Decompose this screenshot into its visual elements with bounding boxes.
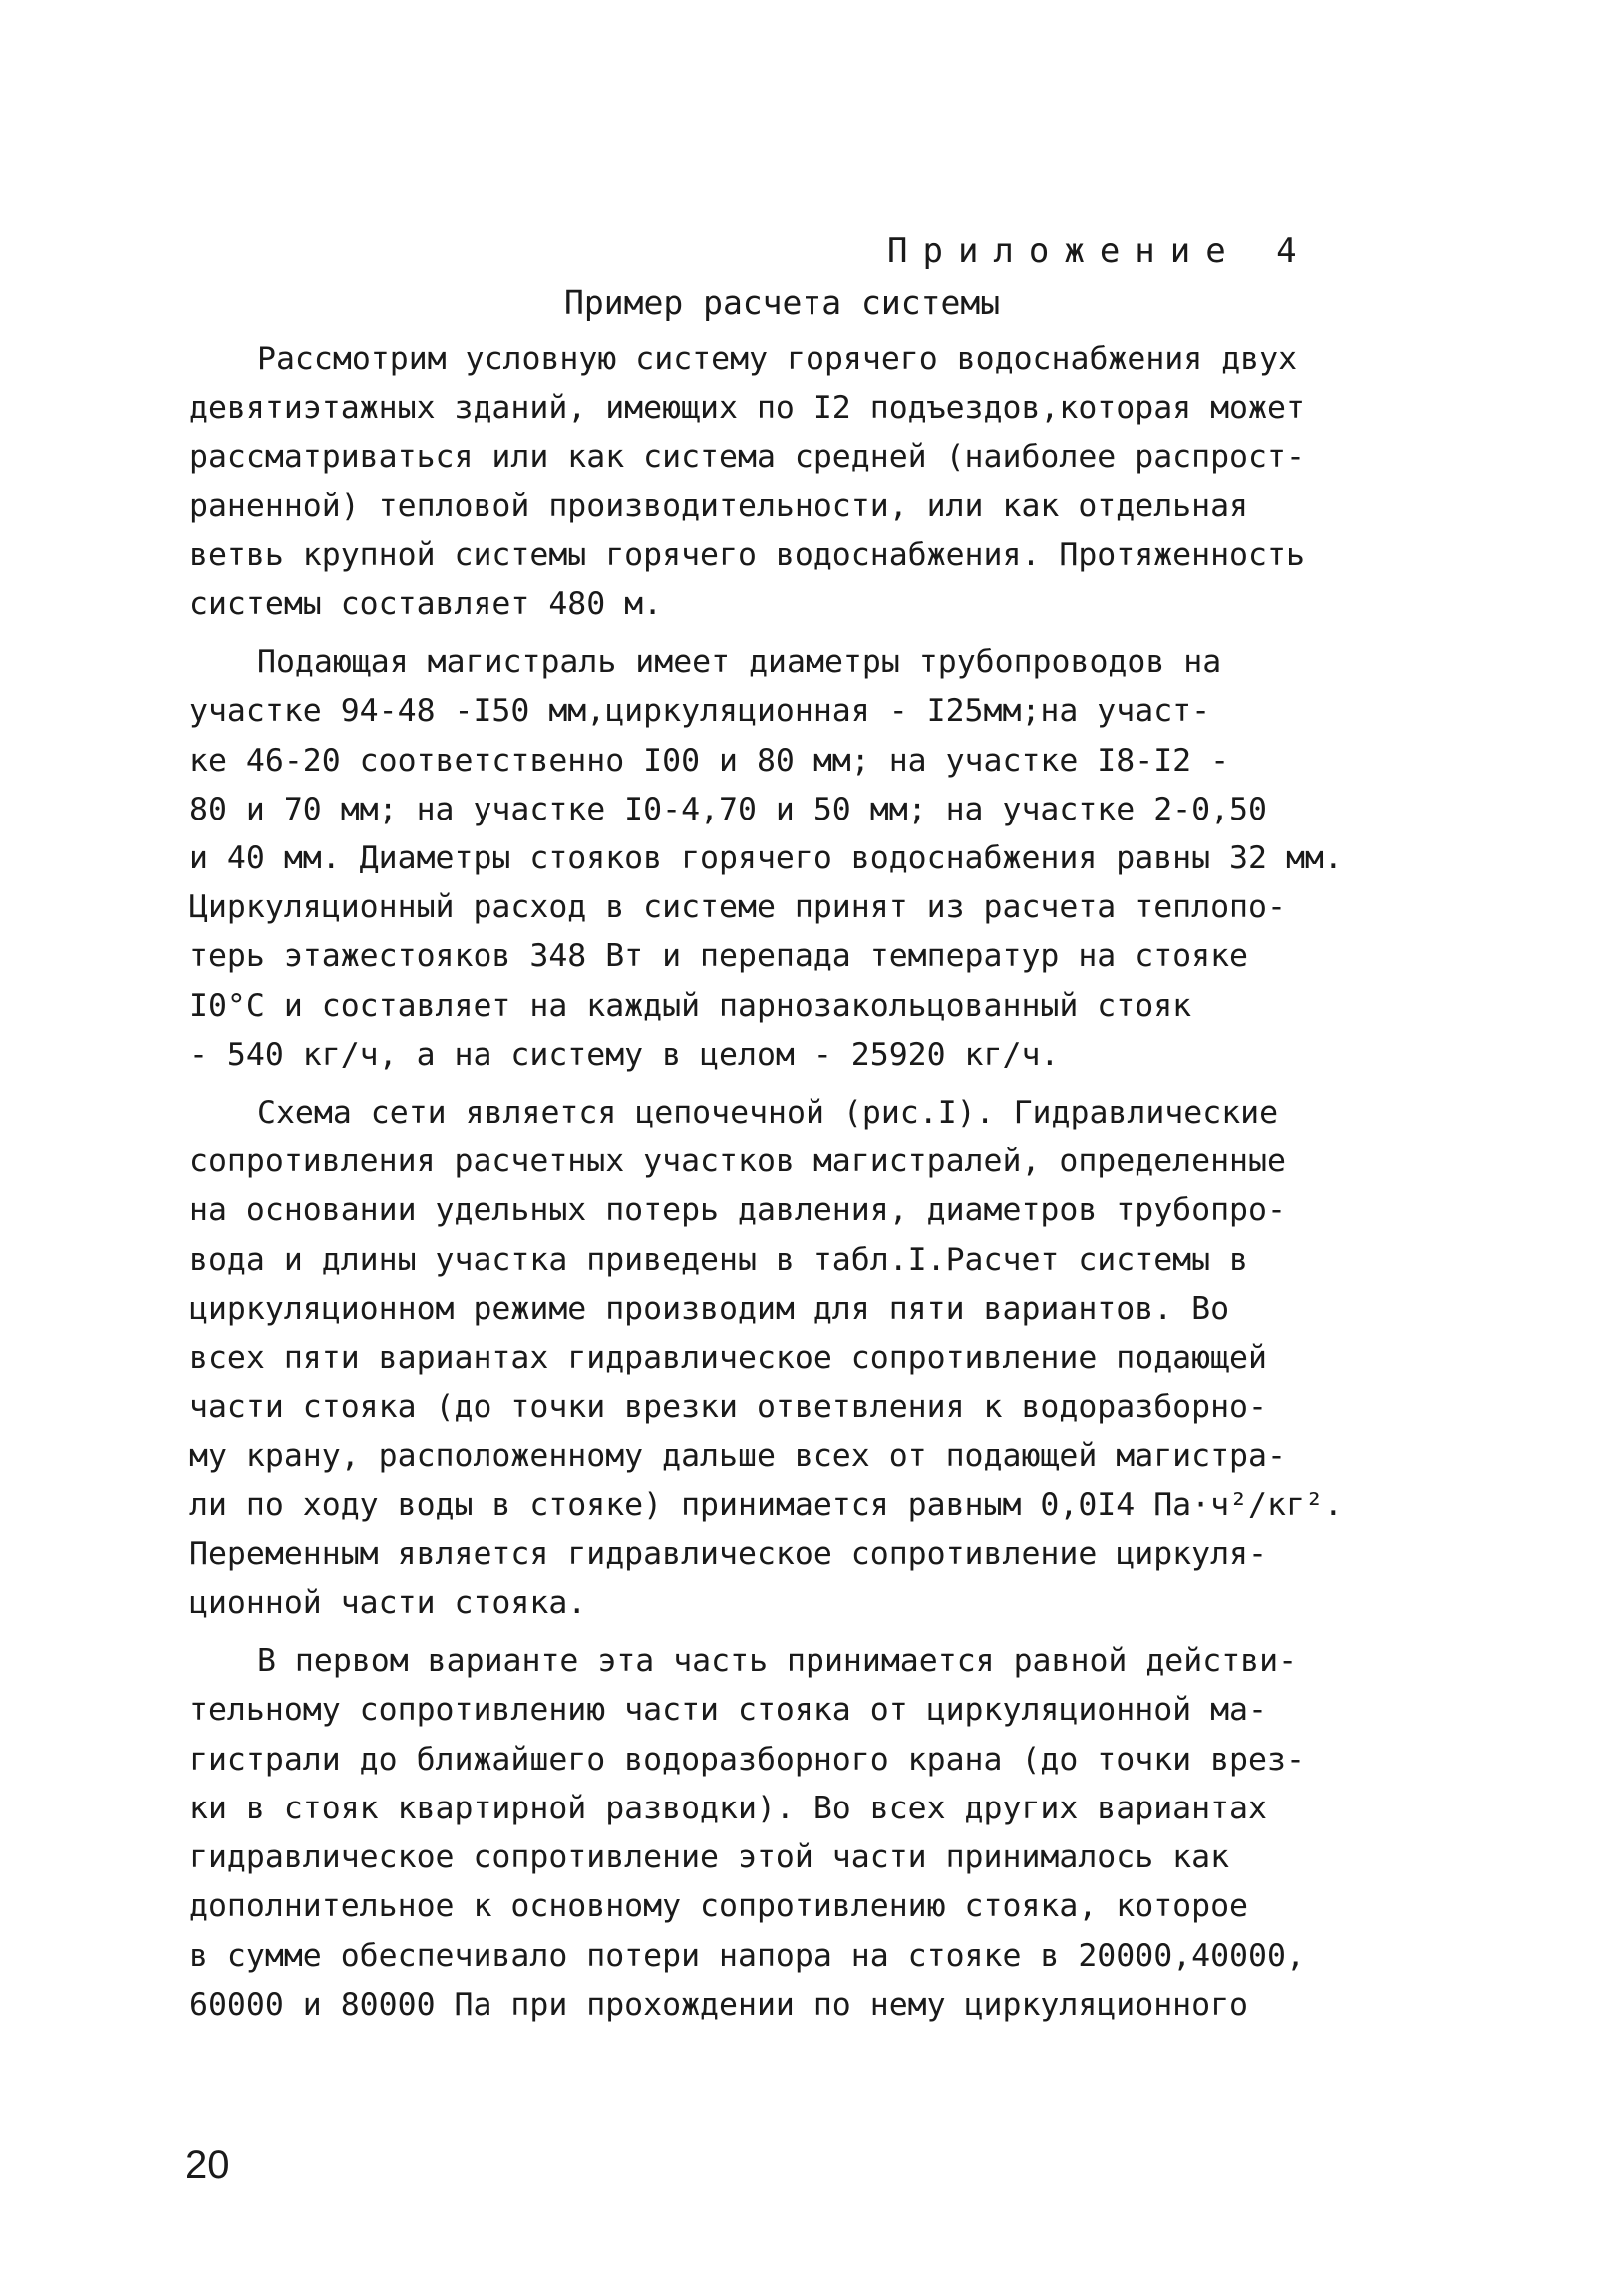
text-line: 80 и 70 мм; на участке I0-4,70 и 50 мм; на участке 2-0,50 xyxy=(189,791,1267,827)
text-line: и 40 мм. Диаметры стояков горячего водоснабжения равны 32 мм. xyxy=(189,840,1343,877)
text-line: I0°C и составляет на каждый парнозакольцованный стояк xyxy=(189,987,1192,1024)
text-line: Рассмотрим условную систему горячего водоснабжения двух xyxy=(257,341,1298,377)
text-line: му крану, расположенному дальше всех от подающей магистра- xyxy=(189,1438,1286,1475)
text-line: раненной) тепловой производительности, или как отдельная xyxy=(189,488,1249,524)
text-line: В первом варианте эта часть принимается равной действи- xyxy=(257,1643,1298,1680)
text-line: на основании удельных потерь давления, диаметров трубопро- xyxy=(189,1192,1286,1229)
text-line: Циркуляционный расход в системе принят из расчета теплопо- xyxy=(189,889,1286,926)
paragraph xyxy=(189,1089,1451,1628)
paragraph xyxy=(189,335,1451,629)
text-line: циркуляционном режиме производим для пяти вариантов. Во xyxy=(189,1290,1230,1327)
text-line: вода и длины участка приведены в табл.I.Расчет системы в xyxy=(189,1241,1249,1278)
text-line: Переменным является гидравлическое сопротивление циркуля- xyxy=(189,1535,1267,1572)
paragraph xyxy=(189,1637,1451,2030)
text-line: ли по ходу воды в стояке) принимается равным 0,0I4 Па·ч²/кг². xyxy=(189,1486,1343,1523)
appendix-label: Приложение 4 xyxy=(887,231,1312,271)
text-line: 60000 и 80000 Па при прохождении по нему циркуляционного xyxy=(189,1986,1249,2023)
text-line: девятиэтажных зданий, имеющих по I2 подъездов,которая может xyxy=(189,390,1305,427)
text-line: гидравлическое сопротивление этой части принималось как xyxy=(189,1839,1230,1876)
page-number: 20 xyxy=(185,2143,230,2187)
text-line: тельному сопротивлению части стояка от циркуляционной ма- xyxy=(189,1692,1267,1729)
text-line: рассматриваться или как система средней (наиболее распрост- xyxy=(189,439,1305,476)
text-line: части стояка (до точки врезки ответвления к водоразборно- xyxy=(189,1389,1267,1426)
text-line: - 540 кг/ч, а на систему в целом - 25920 кг/ч. xyxy=(189,1036,1060,1073)
text-line: Подающая магистраль имеет диаметры трубопроводов на xyxy=(257,644,1222,681)
text-line: гистрали до ближайшего водоразборного крана (до точки врез- xyxy=(189,1741,1305,1778)
text-line: терь этажестояков 348 Вт и перепада температур на стояке xyxy=(189,938,1249,975)
text-line: системы составляет 480 м. xyxy=(189,586,663,623)
text-line: дополнительное к основному сопротивлению стояка, которое xyxy=(189,1888,1249,1925)
document-body xyxy=(189,335,1451,2030)
text-line: ционной части стояка. xyxy=(189,1585,587,1622)
text-line: в сумме обеспечивало потери напора на стояке в 20000,40000, xyxy=(189,1937,1305,1974)
text-line: ки в стояк квартирной разводки). Во всех других вариантах xyxy=(189,1790,1267,1826)
text-line: Схема сети является цепочечной (рис.I). Гидравлические xyxy=(257,1095,1279,1132)
text-line: ке 46-20 соответственно I00 и 80 мм; на участке I8-I2 - xyxy=(189,742,1230,779)
text-line: всех пяти вариантах гидравлическое сопротивление подающей xyxy=(189,1340,1267,1377)
text-line: ветвь крупной системы горячего водоснабжения. Протяженность xyxy=(189,536,1305,573)
page-title: Пример расчета системы xyxy=(564,283,1001,322)
paragraph xyxy=(189,638,1451,1080)
text-line: участке 94-48 -I50 мм,циркуляционная - I25мм;на участ- xyxy=(189,693,1211,730)
text-line: сопротивления расчетных участков магистралей, определенные xyxy=(189,1144,1286,1180)
